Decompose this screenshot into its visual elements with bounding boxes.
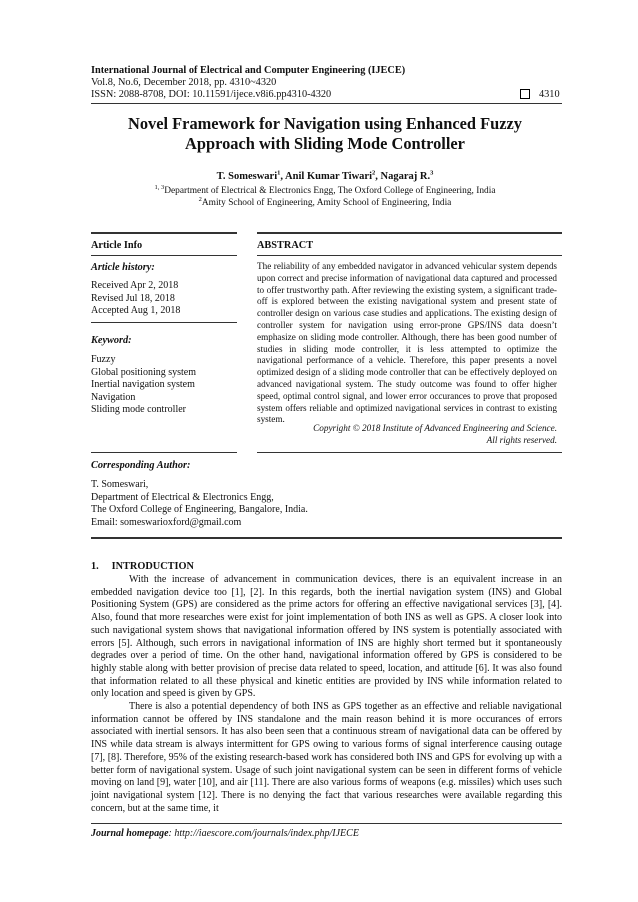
footer-rule <box>91 823 562 824</box>
abstract-rule <box>257 255 562 256</box>
abstract-heading: ABSTRACT <box>257 240 314 251</box>
corr-dept: Department of Electrical & Electronics Engg, <box>91 491 274 503</box>
author-3: , Nagaraj R. <box>375 171 431 182</box>
corr-left-rule <box>91 452 237 453</box>
corr-college: The Oxford College of Engineering, Bangalore, India. <box>91 504 308 516</box>
accepted-date: Accepted Aug 1, 2018 <box>91 305 181 317</box>
corresponding-details <box>91 479 308 530</box>
journal-name: International Journal of Electrical and Computer Engineering (IJECE) <box>91 65 406 76</box>
corr-name: T. Someswari, <box>91 479 149 490</box>
keyword-list <box>91 354 196 417</box>
history-heading: Article history: <box>91 262 155 273</box>
intro-body <box>91 574 562 815</box>
keyword-heading: Keyword: <box>91 335 132 346</box>
paper-title <box>60 114 590 154</box>
author-2: , Anil Kumar Tiwari <box>280 171 372 182</box>
author-list: T. Someswari$^1$, Anil Kumar Tiwari$^2$, Nagaraj R.$^3$ <box>216 169 434 182</box>
keyword-item: Sliding mode controller <box>91 404 186 416</box>
intro-paragraph-1: With the increase of advancement in communication devices, there is an equivalent increase in an embedded navigation device too [1], [2]. In this regards, both the inertial navigation system (INS) and Global Positioning System (GPS) are considered as the prime actors for offering an effective navigational services [3], [4]. Also, found that more researches were exist for joint implementation of both INS as well as GPS. A closer look into such navigational system shows that navigational information offered by INS system is potentially associated with errors [5]. Although, such errors in navigational information of INS are highly short termed but it spontaneously degrades over a period of time. On the other hand, navigational information offered by GPS is considered to be highly stable along with better provision of precise data related to speed, location, and attitude [6]. It was also found that information related to all these physical and kinetic entities are provided by INS while information related to only location and speed is given by GPS. <box>91 574 562 700</box>
page-number: 4310 <box>539 89 560 100</box>
corr-email: Email: someswarioxford@gmail.com <box>91 517 242 529</box>
keyword-item: Global positioning system <box>91 366 196 378</box>
article-info-heading: Article Info <box>91 240 143 251</box>
abstract-top-rule <box>257 232 562 234</box>
revised-date: Revised Jul 18, 2018 <box>91 292 175 304</box>
copyright-line-2: All rights reserved. <box>486 435 557 445</box>
info-rule <box>91 255 237 256</box>
corr-right-rule <box>257 452 562 453</box>
info-top-rule <box>91 232 237 234</box>
keyword-rule <box>91 322 237 323</box>
copyright-line-1: Copyright © 2018 Institute of Advanced Engineering and Science. <box>313 423 557 433</box>
keyword-item: Inertial navigation system <box>91 379 195 391</box>
affiliation-2: $^2$Amity School of Engineering, Amity School of Engineering, India <box>198 195 452 208</box>
intro-paragraph-2: There is also a potential dependency of both INS as GPS together as an effective and reliable navigational information cannot be offered by INS standalone and the main reason behind it is more occurances of errors associated with inertial sensors. It has also been seen that a continuous stream of navigational data can be offered by INS while data stream is always intermittent for GPS owing to various forms of signal interference causing outage [7], [8]. Therefore, 95% of the existing research-based work has considered both INS and GPS for evolving up with a better form of navigational system. Usage of such joint navigational system can be seen in different forms of vehicle moving on land [9], water [10], and air [11]. There are also various forms of weapons (e.g. missiles) which uses such joint navigational system [12]. There is no denying the fact that various researches were available regarding this concern, but at the same time, it <box>91 701 562 814</box>
article-history <box>91 280 180 318</box>
section-heading-introduction: 1. INTRODUCTION <box>91 561 194 572</box>
issn-doi: ISSN: 2088-8708, DOI: 10.11591/ijece.v8i6.pp4310-4320 <box>91 89 332 100</box>
title-line-2: Approach with Sliding Mode Controller <box>185 134 465 153</box>
header-rule <box>91 103 562 104</box>
corresponding-heading: Corresponding Author: <box>91 460 191 471</box>
received-date: Received Apr 2, 2018 <box>91 280 179 291</box>
homepage-link[interactable]: : http://iaescore.com/journals/index.php/IJECE <box>168 828 359 839</box>
corr-bottom-rule <box>91 537 562 539</box>
author-1: T. Someswari <box>216 171 278 182</box>
keyword-item: Fuzzy <box>91 354 116 365</box>
page-box-icon <box>520 89 530 103</box>
affiliation-1: $^{1, 3}$Department of Electrical & Electronics Engg, The Oxford College of Engineering, India <box>154 183 496 196</box>
volume-info: Vol.8, No.6, December 2018, pp. 4310~4320 <box>91 77 277 88</box>
keyword-item: Navigation <box>91 391 136 403</box>
journal-homepage: Journal homepage: http://iaescore.com/journals/index.php/IJECE <box>91 828 359 839</box>
title-line-1: Novel Framework for Navigation using Enhanced Fuzzy <box>128 114 522 133</box>
abstract-text: The reliability of any embedded navigator in advanced vehicular system depends upon correct and precise information of navigational data captured and processed to offer trustworthy path. After reviewing the existing system, a significant trade-off is explored between the existing navigational system and present state of controller design on various case studies and applications. The existing design of controller system for navigation using error-prone GPS/INS data doesn’t emphasize on sliding mode controller. Although, there has been good number of studies in sliding mode controller, it is less attempted to optimize the navigational performance of a vehicle. Therefore, this paper presents a novel optimized design of a sliding mode controller that can be effectively deployed on advanced navigational system. The study outcome was found to offer higher speed, optimal control signal, and lower error occurances to prove that proposed system offers reliable and optimized navigational services in contrast to existing system. <box>257 261 557 425</box>
